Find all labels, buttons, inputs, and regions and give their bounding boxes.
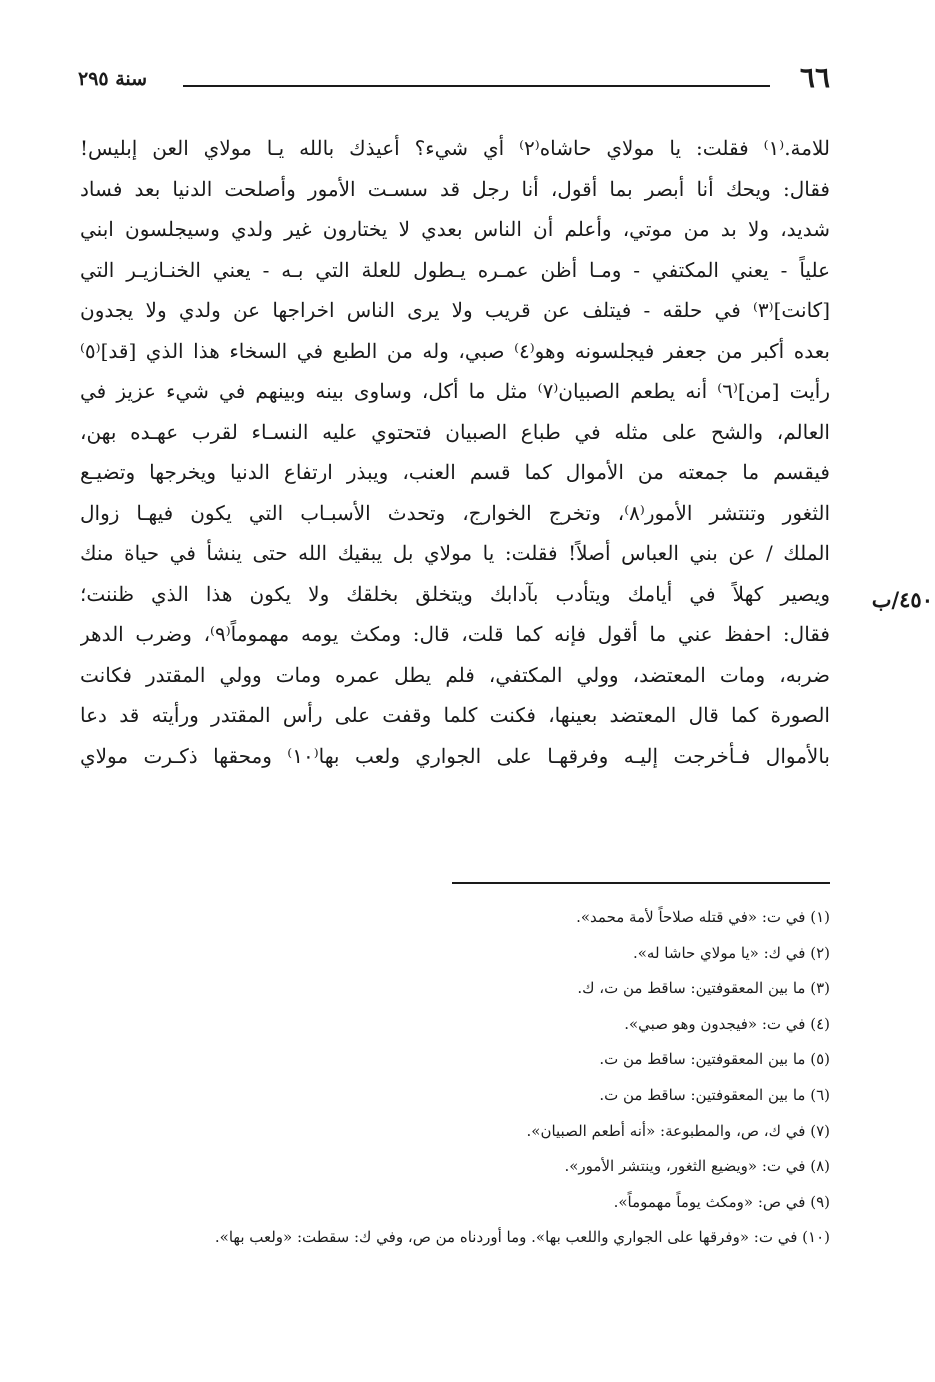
footnote-item: (٩) في ص: «ومكث يوماً مهموماً». — [613, 1192, 830, 1211]
footnote-item: (٧) في ك، ص، والمطبوعة: «أنه أطعم الصبيان». — [526, 1121, 830, 1140]
body-line: بالأموال فـأخرجت إليـه وفرقهـا على الجواري ولعب بها⁽١٠⁾ ومحقها ذكـرت مولاي — [80, 743, 830, 768]
body-line: ضربه، ومات المعتضد، وولي المكتفي، فلم يطل عمره ومات وولي المقتدر فكانت — [80, 662, 830, 687]
body-line: للامة.⁽١⁾ فقلت: يا مولاي حاشاه⁽٢⁾ أي شيء؟ أعيذك بالله يـا مولاي العن إبليس! — [80, 136, 830, 160]
footnote-item: (٢) في ك: «يا مولاي حاشا له». — [632, 943, 830, 962]
header-rule — [183, 85, 770, 87]
footnote-separator — [452, 882, 830, 884]
footnote-item: (١٠) في ت: «وفرقها على الجواري واللعب بها». وما أوردناه من ص، وفي ك: سقطت: «ولعب بها». — [214, 1228, 830, 1247]
footnote-item: (١) في ت: «في قتله صلاحاً لأمة محمد». — [576, 908, 830, 926]
body-line: علياً - يعني المكتفي - ومـا أظن عمـره يـطول للعلة التي بـه - يعني الخنـازيـر التي — [80, 257, 830, 282]
body-line: ويصير كهلاً في أيامك ويتأدب بآدابك ويتخلق بخلقك ولا يكون هذا الذي ظننت؛ — [80, 581, 830, 606]
body-line: الصورة كما قال المعتضد بعينها، فكنت كلما وقفت على رأس المقتدر ورأيته قد دعا — [80, 703, 830, 727]
body-line: فيقسم ما جمعته من الأموال كما قسم العنب، ويبذر ارتفاع الدنيا ويخرجها وتضيـع — [80, 460, 830, 484]
page-header — [78, 60, 830, 100]
running-head-year: سنة ٢٩٥ — [78, 68, 148, 90]
body-line: رأيت [من]⁽٦⁾ أنه يطعم الصبيان⁽٧⁾ مثل ما أكل، وساوى بينه وبينهم في شيء عزيز في — [80, 379, 830, 403]
main-text-block — [80, 128, 830, 776]
footnote-item: (٥) ما بين المعقوفتين: ساقط من ت. — [599, 1050, 830, 1069]
body-line: فقال: احفظ عني ما أقول فإنه كما قلت، قال: ومكث يومه مهموماً⁽٩⁾، وضرب الدهر — [80, 622, 830, 646]
body-line: شديد، ولا بد من موتي، وأعلم أن الناس بعدي لا يختارون غير ولدي وسيجلسون ابني — [80, 217, 830, 241]
footnote-item: (٣) ما بين المعقوفتين: ساقط من ت، ك. — [577, 979, 830, 998]
footnote-item: (٦) ما بين المعقوفتين: ساقط من ت. — [599, 1085, 830, 1104]
footnotes-block — [80, 900, 830, 1256]
body-line: فقال: ويحك أنا أبصر بما أقول، أنا رجل قد سسـت الأمور وأصلحت الدنيا بعد فساد — [80, 176, 830, 201]
footnote-item: (٨) في ت: «ويضيع الثغور، وينتشر الأمور». — [564, 1157, 830, 1176]
body-line: [كانت]⁽٣⁾ في حلقه - فيتلف عن قريب ولا يرى الناس اخراجها عن ولدي ولا يجدون — [80, 298, 830, 322]
body-line: الثغور وتنتشر الأمور⁽٨⁾، وتخرج الخوارج، وتحدث الأسبـاب التي يكون فيهـا زوال — [80, 500, 830, 525]
body-line: العالم، والشح على مثله في طباع الصبيان فتحتوي عليه النسـاء لقرب عهـده بهن، — [80, 419, 830, 444]
body-line: الملك / عن بني العباس أصلاً! فقلت: يا مولاي بل يبقيك الله حتى ينشأ في حياة منك — [80, 541, 830, 565]
footnote-item: (٤) في ت: «فيجدون وهو صبي». — [624, 1014, 830, 1033]
body-line: بعده أكبر من جعفر فيجلسونه وهو⁽٤⁾ صبي، وله من الطبع في السخاء هذا الذي [قد]⁽٥⁾ — [80, 338, 830, 363]
manuscript-folio-marker: ٤٥٠/ب — [871, 587, 933, 612]
page-number: ٦٦ — [799, 61, 830, 94]
